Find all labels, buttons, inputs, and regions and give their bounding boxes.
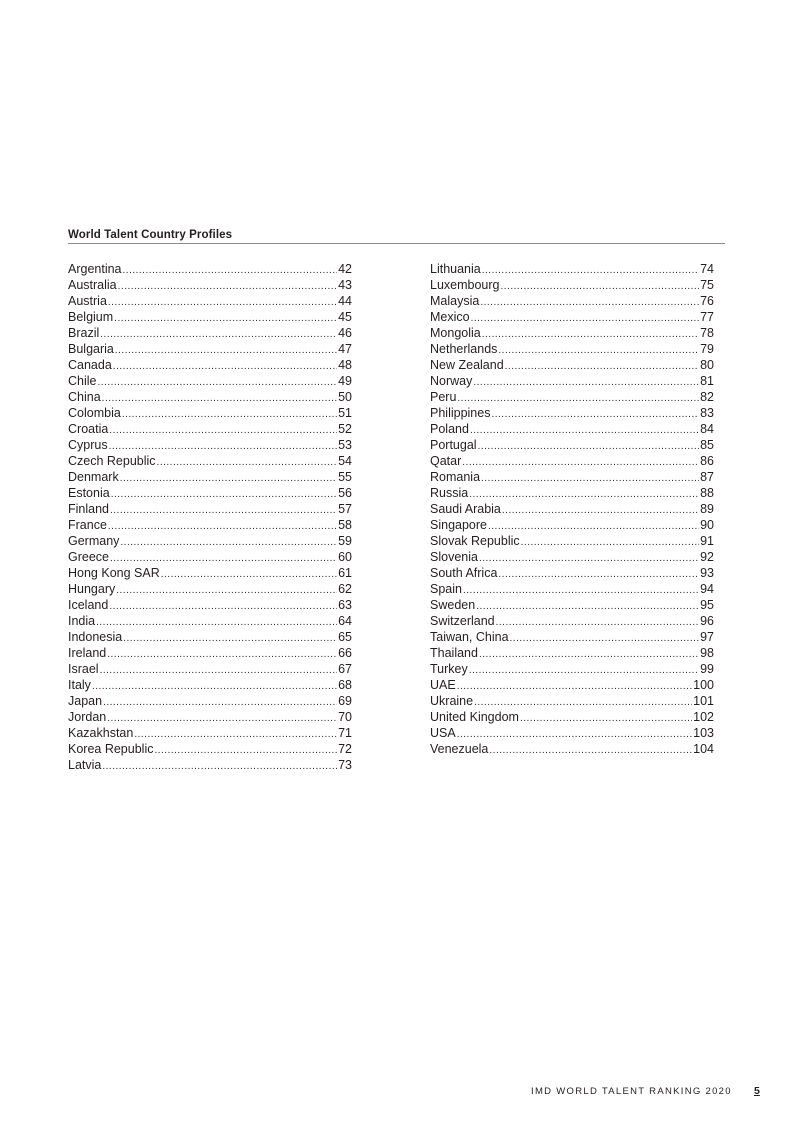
toc-dot-leader [157,455,338,471]
toc-entry-country: Russia [430,486,469,500]
toc-entry-country: Colombia [68,406,121,420]
toc-entry-country: Canada [68,358,112,372]
toc-entry-country: Korea Republic [68,742,154,756]
toc-dot-leader [123,263,338,279]
toc-entry-country: Portugal [430,438,477,452]
toc-dot-leader [457,679,692,695]
toc-entry-country: Singapore [430,518,487,532]
toc-entry-country: Indonesia [68,630,123,644]
toc-entry[interactable] [430,261,714,277]
toc-entry-country: Italy [68,678,91,692]
toc-entry[interactable] [68,757,352,773]
toc-entry-country: Venezuela [430,742,489,756]
toc-entry[interactable] [68,677,352,693]
toc-entry-page: 59 [338,534,352,548]
toc-entry-page: 49 [338,374,352,388]
toc-entry-country: Ukraine [430,694,474,708]
toc-entry[interactable] [68,533,352,549]
toc-entry[interactable] [68,725,352,741]
toc-entry-page: 65 [338,630,352,644]
toc-entry-page: 103 [693,726,714,740]
toc-entry-country: Finland [68,502,109,516]
toc-entry-page: 86 [700,454,714,468]
toc-entry-page: 78 [700,326,714,340]
toc-dot-leader [161,567,337,583]
toc-entry[interactable] [68,741,352,757]
toc-entry[interactable] [68,405,352,421]
toc-entry-country: South Africa [430,566,498,580]
toc-entry-page: 73 [338,758,352,772]
toc-entry-page: 97 [700,630,714,644]
toc-entry-country: Austria [68,294,107,308]
toc-dot-leader [470,423,699,439]
toc-entry-page: 72 [338,742,352,756]
toc-entry-page: 90 [700,518,714,532]
toc-dot-leader [102,391,337,407]
toc-entry-country: Saudi Arabia [430,502,501,516]
toc-dot-leader [103,695,337,711]
toc-entry[interactable] [68,469,352,485]
toc-dot-leader [457,727,692,743]
toc-entry[interactable] [430,405,714,421]
toc-entry-page: 76 [700,294,714,308]
toc-entry[interactable] [430,437,714,453]
toc-entry-page: 91 [700,534,714,548]
toc-entry-country: Estonia [68,486,110,500]
toc-entry-page: 102 [693,710,714,724]
toc-entry-page: 66 [338,646,352,660]
toc-dot-leader [482,327,699,343]
toc-entry[interactable] [430,549,714,565]
toc-dot-leader [116,583,337,599]
toc-entry[interactable] [68,693,352,709]
toc-entry-country: Spain [430,582,462,596]
toc-dot-leader [122,407,337,423]
toc-entry-page: 94 [700,582,714,596]
toc-entry-page: 69 [338,694,352,708]
toc-entry-country: Brazil [68,326,100,340]
toc-entry[interactable] [68,325,352,341]
toc-entry-page: 42 [338,262,352,276]
toc-entry-country: India [68,614,96,628]
toc-dot-leader [102,759,337,775]
toc-entry-country: Malaysia [430,294,480,308]
toc-dot-leader [520,711,692,727]
toc-entry[interactable] [68,485,352,501]
toc-entry[interactable] [68,501,352,517]
toc-entry-page: 61 [338,566,352,580]
toc-dot-leader [502,503,699,519]
toc-dot-leader [489,743,692,759]
toc-entry-country: Croatia [68,422,109,436]
toc-right-column [430,261,714,757]
toc-entry[interactable] [68,293,352,309]
toc-dot-leader [107,711,337,727]
toc-entry[interactable] [68,613,352,629]
toc-entry-country: China [68,390,101,404]
toc-entry[interactable] [68,309,352,325]
toc-entry[interactable] [68,549,352,565]
toc-entry[interactable] [430,277,714,293]
toc-dot-leader [154,743,337,759]
toc-entry[interactable] [68,389,352,405]
toc-entry-page: 85 [700,438,714,452]
toc-entry-page: 64 [338,614,352,628]
toc-dot-leader [482,263,699,279]
toc-entry[interactable] [430,597,714,613]
toc-entry-page: 101 [693,694,714,708]
toc-dot-leader [510,631,700,647]
toc-entry-page: 87 [700,470,714,484]
toc-entry-country: Jordan [68,710,107,724]
toc-entry-country: Israel [68,662,99,676]
toc-entry-country: USA [430,726,456,740]
toc-entry[interactable] [430,693,714,709]
toc-entry[interactable] [430,373,714,389]
toc-entry-page: 82 [700,390,714,404]
toc-dot-leader [110,503,337,519]
toc-entry-page: 81 [700,374,714,388]
toc-entry-page: 51 [338,406,352,420]
toc-entry-country: Latvia [68,758,102,772]
toc-dot-leader [109,599,337,615]
toc-entry-page: 84 [700,422,714,436]
toc-entry[interactable] [68,581,352,597]
toc-entry[interactable] [68,421,352,437]
toc-dot-leader [521,535,699,551]
toc-entry-country: Mongolia [430,326,481,340]
toc-entry[interactable] [430,501,714,517]
toc-entry-page: 56 [338,486,352,500]
toc-entry-country: Iceland [68,598,109,612]
toc-dot-leader [113,359,337,375]
toc-entry-country: Switzerland [430,614,495,628]
toc-entry[interactable] [68,357,352,373]
toc-entry-country: Bulgaria [68,342,114,356]
toc-dot-leader [111,487,337,503]
toc-entry[interactable] [430,357,714,373]
toc-dot-leader [505,359,699,375]
toc-entry[interactable] [430,677,714,693]
toc-entry-country: Peru [430,390,457,404]
toc-entry-country: Netherlands [430,342,498,356]
toc-dot-leader [476,599,699,615]
toc-entry[interactable] [68,565,352,581]
toc-dot-leader [123,631,337,647]
toc-entry-country: Australia [68,278,117,292]
toc-entry-page: 48 [338,358,352,372]
toc-entry[interactable] [430,725,714,741]
toc-entry-country: Lithuania [430,262,481,276]
section-divider [68,243,725,244]
toc-entry-page: 100 [693,678,714,692]
toc-entry-page: 57 [338,502,352,516]
toc-entry-country: Denmark [68,470,119,484]
toc-entry-page: 95 [700,598,714,612]
toc-entry-page: 45 [338,310,352,324]
toc-entry[interactable] [430,421,714,437]
toc-entry-country: Ireland [68,646,107,660]
toc-dot-leader [100,663,338,679]
toc-dot-leader [463,583,699,599]
toc-dot-leader [134,727,337,743]
toc-entry-page: 88 [700,486,714,500]
toc-entry[interactable] [68,341,352,357]
toc-dot-leader [115,343,337,359]
toc-entry-page: 98 [700,646,714,660]
toc-entry-page: 53 [338,438,352,452]
toc-entry-country: Czech Republic [68,454,156,468]
toc-entry[interactable] [430,581,714,597]
toc-entry-country: Thailand [430,646,478,660]
toc-entry[interactable] [430,293,714,309]
toc-entry-page: 77 [700,310,714,324]
toc-entry-country: Argentina [68,262,122,276]
toc-dot-leader [496,615,699,631]
toc-entry-country: Romania [430,470,481,484]
toc-dot-leader [98,375,338,391]
toc-entry[interactable] [68,437,352,453]
toc-entry-country: Luxembourg [430,278,500,292]
toc-entry-country: Qatar [430,454,462,468]
toc-entry[interactable] [430,533,714,549]
toc-entry-country: Cyprus [68,438,108,452]
toc-dot-leader [481,471,699,487]
toc-entry[interactable] [430,565,714,581]
toc-entry[interactable] [430,389,714,405]
toc-dot-leader [114,311,337,327]
toc-entry[interactable] [430,517,714,533]
toc-entry-country: Poland [430,422,469,436]
toc-entry-country: Greece [68,550,109,564]
toc-entry-page: 63 [338,598,352,612]
toc-entry-country: Turkey [430,662,468,676]
toc-entry[interactable] [430,453,714,469]
toc-entry-page: 93 [700,566,714,580]
toc-entry[interactable] [68,517,352,533]
toc-dot-leader [501,279,700,295]
toc-entry-page: 79 [700,342,714,356]
toc-entry-country: Sweden [430,598,476,612]
toc-dot-leader [108,295,337,311]
toc-entry-country: Belgium [68,310,114,324]
toc-dot-leader [109,423,337,439]
toc-dot-leader [120,471,337,487]
toc-entry-page: 55 [338,470,352,484]
toc-entry-page: 58 [338,518,352,532]
toc-entry-country: Mexico [430,310,470,324]
toc-entry[interactable] [68,597,352,613]
toc-dot-leader [118,279,337,295]
toc-entry-country: UAE [430,678,456,692]
toc-entry-country: Hong Kong SAR [68,566,160,580]
toc-dot-leader [462,455,699,471]
toc-dot-leader [469,663,699,679]
toc-dot-leader [469,487,699,503]
section-title: World Talent Country Profiles [68,229,233,241]
toc-entry[interactable] [430,469,714,485]
toc-entry-page: 44 [338,294,352,308]
toc-dot-leader [471,311,700,327]
toc-entry[interactable] [68,261,352,277]
toc-dot-leader [92,679,337,695]
toc-entry-country: Philippines [430,406,491,420]
toc-dot-leader [491,407,699,423]
toc-entry-page: 71 [338,726,352,740]
toc-dot-leader [478,439,700,455]
toc-entry-page: 68 [338,678,352,692]
toc-entry-country: France [68,518,107,532]
toc-entry[interactable] [430,661,714,677]
toc-entry-country: Germany [68,534,120,548]
toc-entry-page: 60 [338,550,352,564]
toc-dot-leader [473,375,699,391]
toc-entry-page: 75 [700,278,714,292]
toc-entry-page: 50 [338,390,352,404]
toc-entry[interactable] [430,485,714,501]
toc-entry-page: 96 [700,614,714,628]
toc-entry[interactable] [68,277,352,293]
toc-dot-leader [480,295,699,311]
toc-entry-country: Slovak Republic [430,534,520,548]
toc-entry[interactable] [68,373,352,389]
toc-entry[interactable] [430,325,714,341]
toc-dot-leader [108,519,337,535]
toc-dot-leader [479,551,699,567]
toc-dot-leader [100,327,337,343]
toc-entry[interactable] [68,629,352,645]
toc-entry-country: United Kingdom [430,710,519,724]
toc-entry[interactable] [430,741,714,757]
toc-entry-country: Kazakhstan [68,726,134,740]
toc-entry[interactable] [430,645,714,661]
toc-entry-country: Japan [68,694,103,708]
toc-entry-page: 104 [693,742,714,756]
toc-dot-leader [107,647,337,663]
toc-entry-page: 70 [338,710,352,724]
toc-entry-country: New Zealand [430,358,504,372]
toc-entry-page: 80 [700,358,714,372]
toc-entry-country: Taiwan, China [430,630,509,644]
toc-entry[interactable] [68,645,352,661]
toc-entry-page: 62 [338,582,352,596]
toc-entry[interactable] [68,709,352,725]
toc-entry[interactable] [430,629,714,645]
toc-entry[interactable] [430,309,714,325]
toc-dot-leader [498,567,699,583]
toc-entry[interactable] [430,341,714,357]
toc-dot-leader [96,615,337,631]
toc-entry-page: 54 [338,454,352,468]
toc-entry-page: 67 [338,662,352,676]
toc-entry-page: 46 [338,326,352,340]
footer-label: IMD WORLD TALENT RANKING 2020 [531,1086,732,1097]
toc-entry-country: Hungary [68,582,116,596]
toc-dot-leader [479,647,699,663]
toc-left-column [68,261,352,773]
toc-entry[interactable] [430,613,714,629]
toc-entry-page: 74 [700,262,714,276]
toc-entry-page: 92 [700,550,714,564]
toc-entry-page: 47 [338,342,352,356]
toc-entry-country: Slovenia [430,550,478,564]
toc-entry-country: Norway [430,374,473,388]
toc-entry-country: Chile [68,374,97,388]
toc-entry-page: 89 [700,502,714,516]
toc-dot-leader [457,391,699,407]
toc-entry-page: 83 [700,406,714,420]
toc-entry-page: 52 [338,422,352,436]
toc-dot-leader [120,535,337,551]
toc-entry[interactable] [68,661,352,677]
toc-dot-leader [498,343,699,359]
toc-entry[interactable] [430,709,714,725]
toc-dot-leader [488,519,699,535]
footer-page-number: 5 [754,1085,760,1097]
toc-entry[interactable] [68,453,352,469]
toc-entry-page: 99 [700,662,714,676]
toc-entry-page: 43 [338,278,352,292]
